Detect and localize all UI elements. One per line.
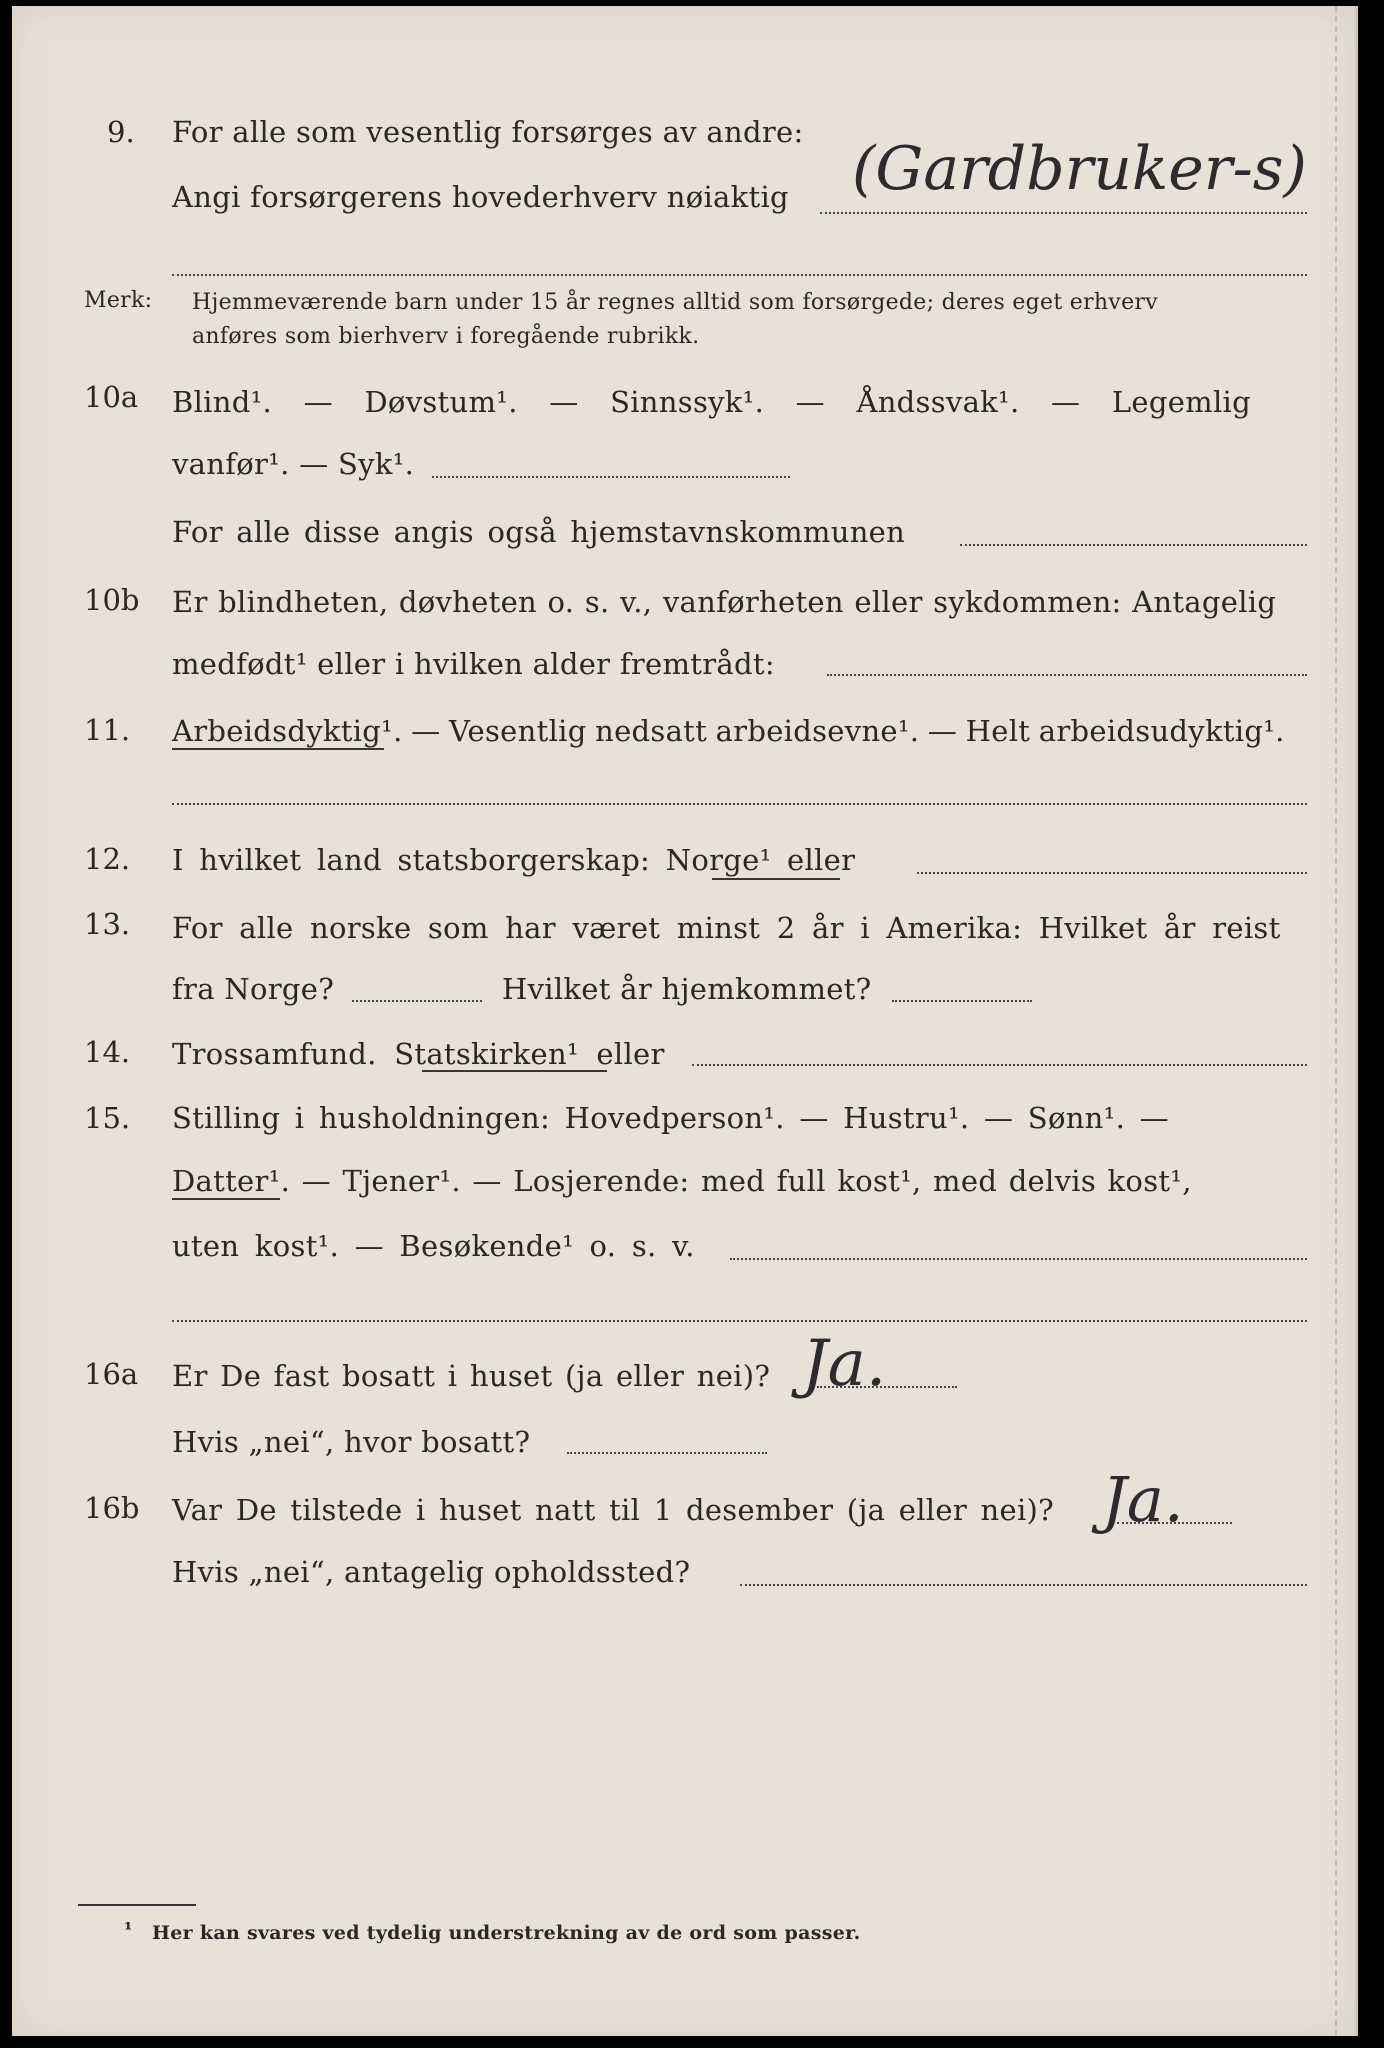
- q14-underline-statskirken: [422, 1070, 607, 1072]
- q13-number: 13.: [84, 907, 131, 941]
- q10a-syk-line: [432, 476, 790, 478]
- q16a-line2: Hvis „nei“, hvor bosatt?: [172, 1425, 531, 1459]
- q10b-line1: Er blindheten, døvheten o. s. v., vanførheten eller sykdommen: Antagelig: [172, 585, 1277, 619]
- q13-line2b: Hvilket år hjemkommet?: [502, 972, 872, 1006]
- q16b-line1: Var De tilstede i huset natt til 1 desember (ja eller nei)?: [172, 1493, 1054, 1527]
- q12-number: 12.: [84, 842, 131, 876]
- q15-line2: Datter¹. — Tjener¹. — Losjerende: med full kost¹, med delvis kost¹,: [172, 1164, 1192, 1198]
- q10a-line3: For alle disse angis også hjemstavnskommunen: [172, 515, 906, 549]
- q15-osv-line: [730, 1258, 1307, 1260]
- merk-line2: anføres som bierhverv i foregående rubrikk.: [192, 324, 700, 349]
- q10a-line1: Blind¹. — Døvstum¹. — Sinnssyk¹. — Åndssvak¹. — Legemlig: [172, 385, 1251, 419]
- q16b-handwritten-answer: Ja.: [1102, 1463, 1184, 1536]
- q10b-line2: medfødt¹ eller i hvilken alder fremtrådt:: [172, 647, 775, 681]
- q12-land-line: [917, 872, 1307, 874]
- merk-line1: Hjemmeværende barn under 15 år regnes alltid som forsørgede; deres eget erhverv: [192, 290, 1158, 315]
- q16a-handwritten-answer: Ja.: [802, 1327, 887, 1401]
- q16b-opholdssted-line: [740, 1584, 1307, 1586]
- census-form-page: [12, 6, 1358, 2036]
- q10b-alder-line: [827, 674, 1307, 676]
- q10a-number: 10a: [84, 380, 139, 414]
- merk-label: Merk:: [84, 288, 153, 313]
- q16b-number: 16b: [84, 1491, 140, 1525]
- q15-number: 15.: [84, 1101, 131, 1135]
- q15-line3: uten kost¹. — Besøkende¹ o. s. v.: [172, 1229, 695, 1263]
- footnote-rule: [78, 1904, 196, 1906]
- q16b-line2: Hvis „nei“, antagelig opholdssted?: [172, 1555, 691, 1589]
- q16a-number: 16a: [84, 1357, 139, 1391]
- q16a-bosatt-line: [567, 1452, 767, 1454]
- q15-line1: Stilling i husholdningen: Hovedperson¹. — Hustru¹. — Sønn¹. —: [172, 1101, 1169, 1135]
- q10b-number: 10b: [84, 583, 140, 617]
- q11-number: 11.: [84, 713, 131, 747]
- footnote-text: Her kan svares ved tydelig understrekning av de ord som passer.: [152, 1922, 861, 1944]
- q16a-line1: Er De fast bosatt i huset (ja eller nei)?: [172, 1359, 771, 1393]
- q11-line1: Arbeidsdyktig¹. — Vesentlig nedsatt arbeidsevne¹. — Helt arbeidsudyktig¹.: [172, 714, 1285, 748]
- q15-underline-datter: [172, 1198, 280, 1200]
- q15-extra-line: [172, 1320, 1307, 1322]
- q9-answer-line: [820, 212, 1307, 214]
- q11-extra-line: [172, 803, 1307, 805]
- footnote-mark: ¹: [124, 1919, 133, 1941]
- q11-underline-arbeidsdyktig: [172, 748, 384, 750]
- q9-handwritten-answer: (Gardbruker-s): [852, 134, 1307, 204]
- q13-reist-line: [352, 1000, 482, 1002]
- q13-line2a: fra Norge?: [172, 972, 335, 1006]
- q12-underline-norge: [712, 878, 840, 880]
- q9-line2: Angi forsørgerens hovederhverv nøiaktig: [172, 180, 789, 214]
- q9-number: 9.: [107, 115, 135, 149]
- q16b-answer-line: [1117, 1522, 1232, 1524]
- q9-line1: For alle som vesentlig forsørges av andre:: [172, 115, 804, 149]
- q13-hjemkommet-line: [892, 1000, 1032, 1002]
- q10a-kommune-line: [960, 544, 1307, 546]
- q14-line1: Trossamfund. Statskirken¹ eller: [172, 1037, 665, 1071]
- q13-line1: For alle norske som har været minst 2 år i Amerika: Hvilket år reist: [172, 911, 1281, 945]
- q10a-line2: vanfør¹. — Syk¹.: [172, 447, 415, 481]
- q14-number: 14.: [84, 1035, 131, 1069]
- q12-line1: I hvilket land statsborgerskap: Norge¹ eller: [172, 843, 856, 877]
- q9-extra-line: [172, 274, 1307, 276]
- q16a-answer-line: [817, 1386, 957, 1388]
- q14-trossamfund-line: [692, 1064, 1307, 1066]
